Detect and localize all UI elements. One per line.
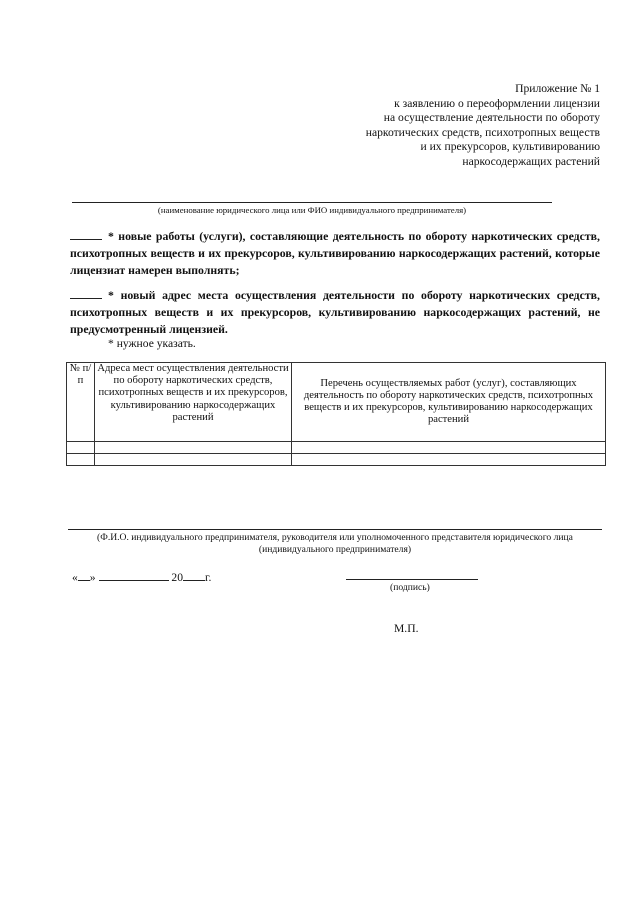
year-prefix: 20 — [171, 571, 183, 584]
table-cell — [292, 442, 606, 454]
signature-line — [346, 579, 478, 580]
appendix-line: наркосодержащих растений — [462, 154, 600, 168]
stamp-label: М.П. — [394, 622, 419, 635]
signatory-name-line — [68, 529, 602, 530]
signatory-caption-line1: (Ф.И.О. индивидуального предпринимателя, руководителя или уполномоченного представителя юридического лица — [97, 532, 573, 543]
signatory-caption — [68, 532, 602, 556]
date-open-quote: « — [72, 571, 78, 584]
table-cell — [292, 454, 606, 466]
table-cell — [67, 454, 95, 466]
new-works-item — [70, 228, 600, 279]
new-works-text: * новые работы (услуги), составляющие деятельность по обороту наркотических средств, психотропных веществ и их прекурсоров, культивированию наркосодержащих растений, которые лицензиат намерен выполнять; — [70, 229, 600, 277]
new-address-text: * новый адрес места осуществления деятельности по обороту наркотических средств, психотропных веществ и их прекурсоров, культивированию наркосодержащих растений, не предусмотренный лицензией. — [70, 288, 600, 336]
table-header-row — [67, 363, 606, 442]
date-field — [72, 569, 211, 584]
new-address-item — [70, 287, 600, 338]
table-cell — [67, 442, 95, 454]
header-works: Перечень осуществляемых работ (услуг), составляющих деятельность по обороту наркотических средств, психотропных веществ и их прекурсоров, культивированию наркосодержащих растений — [292, 363, 606, 442]
day-blank — [78, 569, 90, 581]
header-addresses: Адреса мест осуществления деятельности по обороту наркотических средств, психотропных веществ и их прекурсоров, культивированию наркосодержащих растений — [95, 363, 292, 442]
year-suffix: г. — [205, 571, 212, 584]
appendix-title: Приложение № 1 — [515, 82, 600, 95]
appendix-line: на осуществление деятельности по обороту — [383, 111, 600, 124]
header-number: № п/п — [67, 363, 95, 442]
appendix-line: и их прекурсоров, культивированию — [420, 140, 600, 153]
appendix-line: к заявлению о переоформлении лицензии — [394, 96, 600, 110]
appendix-line: наркотических средств, психотропных веществ — [365, 125, 600, 139]
footnote: * нужное указать. — [108, 337, 196, 350]
year-blank — [183, 569, 205, 581]
date-close-quote: » — [89, 571, 96, 584]
table-row — [67, 454, 606, 466]
table-row — [67, 442, 606, 454]
checkbox-blank — [70, 229, 102, 240]
table-cell — [95, 442, 292, 454]
addresses-table — [66, 362, 606, 466]
month-blank — [99, 569, 169, 581]
licensee-caption: (наименование юридического лица или ФИО индивидуального предпринимателя) — [157, 205, 467, 215]
table-cell — [95, 454, 292, 466]
signatory-caption-line2: (индивидуального предпринимателя) — [258, 544, 412, 555]
appendix-header — [300, 82, 600, 169]
checkbox-blank — [70, 288, 102, 299]
licensee-name-line — [72, 202, 552, 203]
signature-label: (подпись) — [390, 582, 430, 593]
